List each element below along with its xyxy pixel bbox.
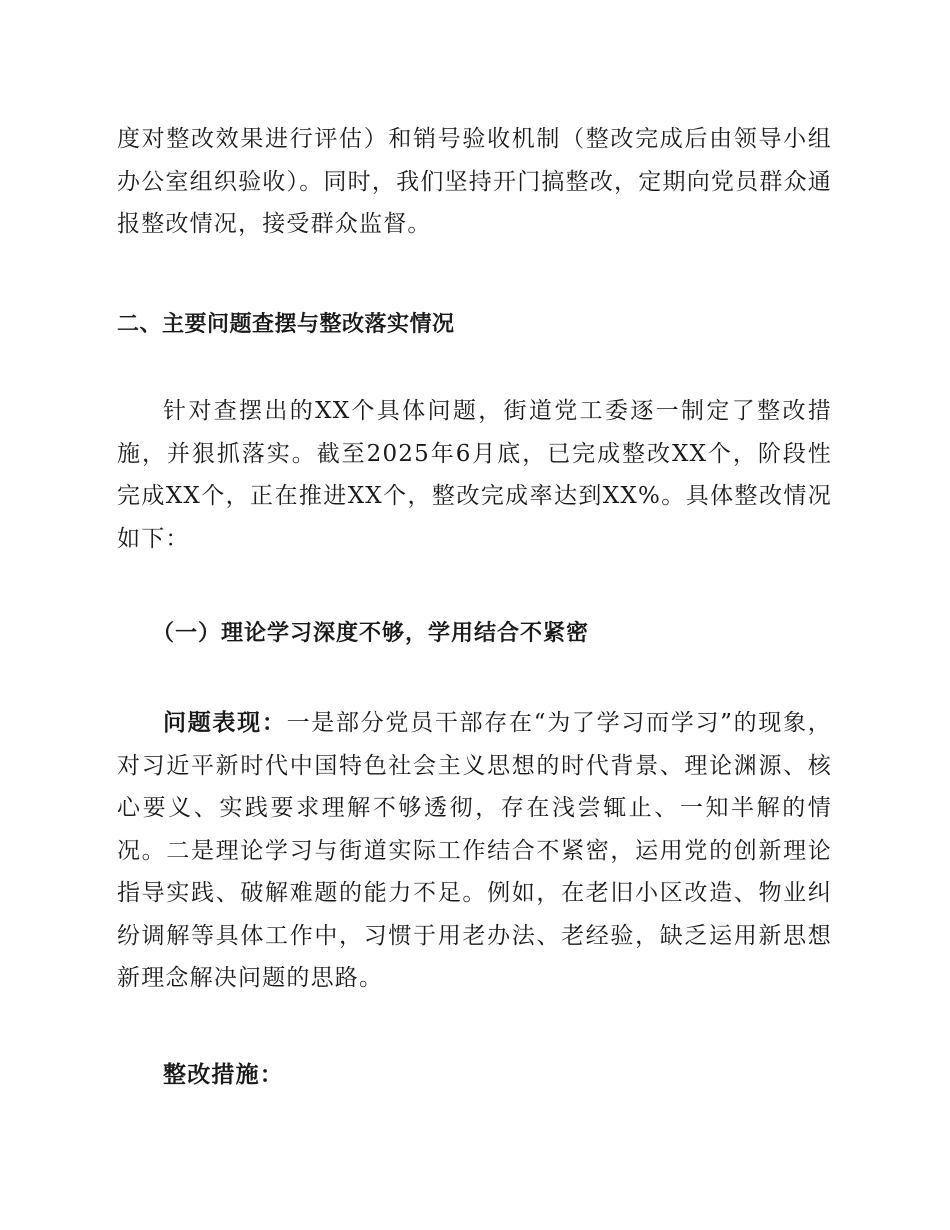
problem-text: 一是部分党员干部存在“为了学习而学习”的现象，对习近平新时代中国特色社会主义思想的时代背景、理论渊源、核心要义、实践要求理解不够透彻，存在浅尝辄止、一知半解的情况。二是理论学习与街道实际工作结合不紧密，运用党的创新理论指导实践、破解难题的能力不足。例如，在老旧小区改造、物业纠纷调解等具体工作中，习惯于用老办法、老经验，缺乏运用新思想新理念解决问题的思路。: [117, 710, 833, 991]
intro-paragraph: 度对整改效果进行评估）和销号验收机制（整改完成后由领导小组办公室组织验收）。同时，我们坚持开门搞整改，定期向党员群众通报整改情况，接受群众监督。: [117, 126, 832, 237]
measures-paragraph: [117, 1054, 832, 1097]
measures-label: 整改措施：: [163, 1062, 284, 1088]
problem-label: 问题表现：: [163, 710, 287, 736]
section-heading: 二、主要问题查摆与整改落实情况: [117, 312, 455, 337]
problem-paragraph: [117, 702, 832, 1000]
subsection-heading: （一）理论学习深度不够，学用结合不紧密: [152, 620, 590, 646]
section-intro-paragraph: 针对查摆出的XX个具体问题，街道党工委逐一制定了整改措施，并狠抓落实。截至2025年6月底，已完成整改XX个，阶段性完成XX个，正在推进XX个，整改完成率达到XX%。具体整改情况如下：: [117, 398, 832, 552]
